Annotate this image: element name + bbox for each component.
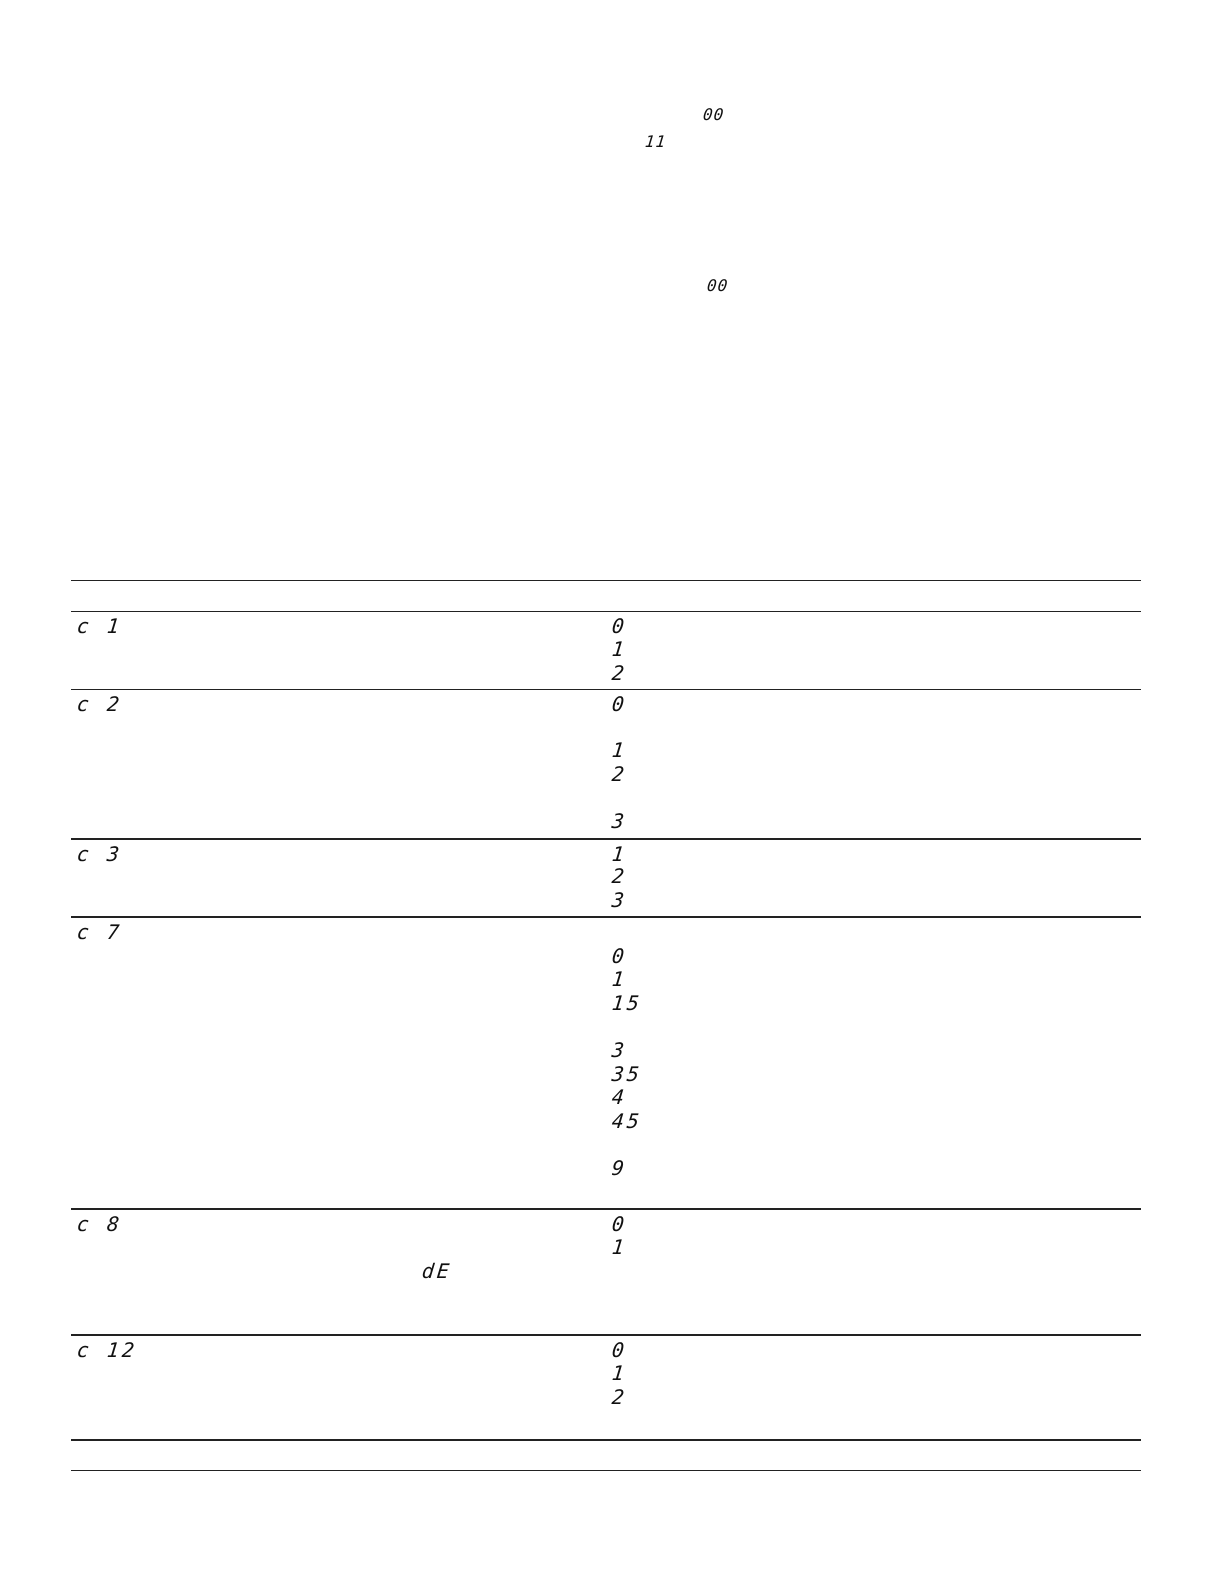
display-symbol-b: 11 xyxy=(644,132,668,151)
setting-value: 3 xyxy=(610,1038,629,1062)
setting-code: c 2 xyxy=(75,692,124,716)
setting-value: 0 xyxy=(610,614,629,638)
display-symbol-c: 00 xyxy=(706,276,730,295)
row-divider xyxy=(71,1439,1141,1441)
setting-value: 1 xyxy=(610,1235,629,1259)
setting-value: 4 xyxy=(610,1085,629,1109)
setting-value: 1 xyxy=(610,637,629,661)
setting-value: 1 xyxy=(610,738,629,762)
row-divider xyxy=(71,1208,1141,1210)
display-symbol-a: 00 xyxy=(702,105,726,124)
setting-code: c 1 xyxy=(75,614,124,638)
setting-value: 35 xyxy=(610,1062,644,1086)
setting-value: 2 xyxy=(610,661,629,685)
setting-value: 0 xyxy=(610,944,629,968)
setting-code: c 8 xyxy=(75,1212,124,1236)
setting-value: 0 xyxy=(610,692,629,716)
setting-value: 0 xyxy=(610,1212,629,1236)
setting-value: 1 xyxy=(610,842,629,866)
row-divider xyxy=(71,1334,1141,1336)
setting-value: 2 xyxy=(610,864,629,888)
setting-value: 2 xyxy=(610,762,629,786)
setting-value: 1 xyxy=(610,967,629,991)
table-bottom-rule xyxy=(71,1470,1141,1471)
setting-value: 3 xyxy=(610,809,629,833)
setting-value: 1 xyxy=(610,1361,629,1385)
table-top-rule xyxy=(71,580,1141,581)
row-divider xyxy=(71,838,1141,840)
setting-value: 2 xyxy=(610,1385,629,1409)
row-divider xyxy=(71,916,1141,918)
setting-value: 45 xyxy=(610,1109,644,1133)
inline-display-symbol: dE xyxy=(420,1259,454,1283)
table-header-rule xyxy=(71,611,1141,612)
setting-value: 15 xyxy=(610,991,644,1015)
setting-code: c 12 xyxy=(75,1338,139,1362)
setting-value: 9 xyxy=(610,1156,629,1180)
setting-value: 0 xyxy=(610,1338,629,1362)
row-divider xyxy=(71,689,1141,690)
setting-code: c 3 xyxy=(75,842,124,866)
setting-code: c 7 xyxy=(75,920,124,944)
setting-value: 3 xyxy=(610,888,629,912)
